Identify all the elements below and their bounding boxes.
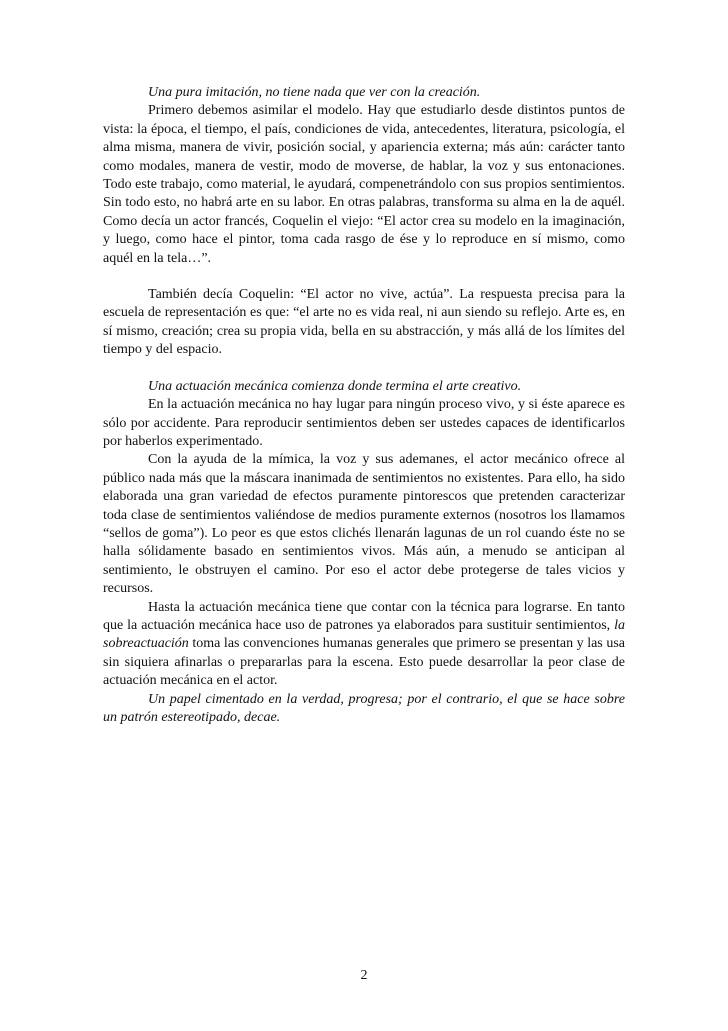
paragraph-closing-italic: Un papel cimentado en la verdad, progresa; por el contrario, el que se hace sobre un patrón estereotipado, decae.	[103, 691, 625, 725]
page-body	[103, 84, 625, 727]
paragraph-overacting-after: toma las convenciones humanas generales que primero se presentan y las usa sin siquiera afinarlas o prepararlas para la escena. Esto puede desarrollar la peor clase de actuación mecánica en el actor.	[103, 636, 625, 689]
page-number: 2	[360, 968, 368, 983]
paragraph-heading-mechanical: Una actuación mecánica comienza donde termina el arte creativo.	[148, 378, 522, 394]
paragraph-mimicry: Con la ayuda de la mímica, la voz y sus ademanes, el actor mecánico ofrece al público nada más que la máscara inanimada de sentimientos no existentes. Para ello, ha sido elaborada una gran variedad de efectos puramente pintorescos que pretenden caracterizar toda clase de sentimientos valiéndose de medios puramente externos (nosotros los llamamos “sellos de goma”). Lo peor es que estos clichés llenarán lagunas de un rol cuando éste no se halla sólidamente basado en sentimientos vivos. Más aún, a menudo se anticipan al sentimiento, le obstruyen el camino. Por eso el actor debe protegerse de tales vicios y recursos.	[103, 452, 625, 597]
paragraph-overacting-before: Hasta la actuación mecánica tiene que contar con la técnica para lograrse. En tanto que la actuación mecánica hace uso de patrones ya elaborados para sustituir sentimientos,	[103, 599, 625, 633]
paragraph-overacting	[103, 599, 625, 691]
paragraph-heading-imitation: Una pura imitación, no tiene nada que ver con la creación.	[148, 85, 481, 100]
paragraph-mechanical-acting: En la actuación mecánica no hay lugar para ningún proceso vivo, y si éste aparece es sólo por accidente. Para reproducir sentimientos deben ser ustedes capaces de identificarlos por haberlos experimentado.	[103, 397, 625, 449]
paragraph-coquelin: También decía Coquelin: “El actor no vive, actúa”. La respuesta precisa para la escuela de representación es que: “el arte no es vida real, ni aun siendo su reflejo. Arte es, en sí mismo, creación; crea su propia vida, bella en su abstracción, y más allá de los límites del tiempo y del espacio.	[103, 287, 625, 358]
paragraph-model-study: Primero debemos asimilar el modelo. Hay que estudiarlo desde distintos puntos de vista: la época, el tiempo, el país, condiciones de vida, antecedentes, literatura, psicología, el alma misma, manera de vivir, posición social, y apariencia externa; más aún: carácter tanto como modales, manera de vestir, modo de moverse, de hablar, la voz y sus entonaciones. Todo este trabajo, como material, le ayudará, compenetrándolo con sus propios sentimientos. Sin todo esto, no habrá arte en su labor. En otras palabras, transforma su alma en la de aquél. Como decía un actor francés, Coquelin el viejo: “El actor crea su modelo en la imaginación, y luego, como hace el pintor, toma cada rasgo de ése y lo reproduce en sí mismo, como aquél en la tela…”.	[103, 103, 625, 266]
overacting-emphasis: la sobreactuación	[103, 617, 625, 652]
